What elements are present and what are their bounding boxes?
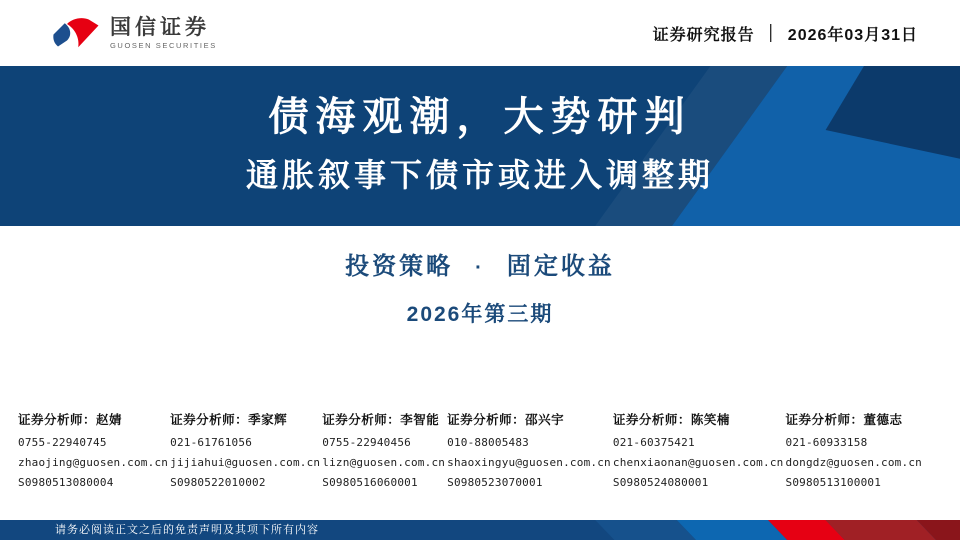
analyst-email: lizn@guosen.com.cn bbox=[322, 456, 446, 469]
category-label: 投资策略 bbox=[345, 253, 454, 280]
analyst-label: 证券分析师： bbox=[322, 413, 401, 427]
disclaimer-text: 请务必阅读正文之后的免责声明及其项下所有内容 bbox=[55, 524, 319, 536]
analyst-card bbox=[786, 410, 922, 496]
banner-band-decoration bbox=[0, 66, 960, 226]
analysts-section bbox=[18, 410, 922, 496]
analyst-email: jijiahui@guosen.com.cn bbox=[170, 456, 321, 469]
analyst-name: 陈笑楠 bbox=[690, 413, 730, 427]
analyst-name: 董德志 bbox=[863, 413, 903, 427]
analyst-name: 李智能 bbox=[400, 413, 440, 427]
header-separator: | bbox=[768, 22, 774, 43]
header-report-info bbox=[653, 22, 918, 45]
analyst-phone: 0755-22940745 bbox=[18, 436, 107, 449]
analyst-label: 证券分析师： bbox=[785, 413, 864, 427]
analyst-label: 证券分析师： bbox=[612, 413, 691, 427]
logo-text bbox=[110, 16, 217, 50]
analyst-name: 赵婧 bbox=[96, 413, 123, 427]
analyst-phone: 0755-22940456 bbox=[322, 436, 411, 449]
analyst-name-line bbox=[18, 410, 168, 428]
analyst-card bbox=[613, 410, 784, 496]
analyst-cert-number: S0980513080004 bbox=[18, 476, 114, 489]
logo-name-cn: 国信证券 bbox=[110, 15, 210, 39]
logo-name-en: GUOSEN SECURITIES bbox=[110, 41, 217, 51]
report-subtitle: 通胀叙事下债市或进入调整期 bbox=[245, 157, 714, 193]
analyst-email: chenxiaonan@guosen.com.cn bbox=[612, 456, 784, 469]
report-category-line bbox=[0, 246, 960, 281]
analyst-cert-number: S0980522010002 bbox=[170, 476, 266, 489]
analyst-name-line bbox=[322, 410, 445, 428]
analyst-card bbox=[322, 410, 445, 496]
analyst-email: dongdz@guosen.com.cn bbox=[785, 456, 922, 469]
analyst-name-line bbox=[613, 410, 784, 428]
category-dot: · bbox=[475, 257, 485, 279]
title-banner bbox=[0, 66, 960, 226]
analyst-name: 季家辉 bbox=[248, 413, 288, 427]
report-issue: 2026年第三期 bbox=[406, 303, 554, 326]
analyst-name-line bbox=[447, 410, 611, 428]
company-logo bbox=[52, 14, 217, 52]
analyst-cert-number: S0980524080001 bbox=[612, 476, 709, 489]
analyst-card bbox=[18, 410, 168, 496]
header bbox=[0, 0, 960, 66]
field-label: 固定收益 bbox=[506, 253, 615, 280]
analyst-email: shaoxingyu@guosen.com.cn bbox=[447, 456, 611, 469]
analyst-card bbox=[447, 410, 611, 496]
footer-bar bbox=[0, 520, 960, 540]
guosen-logo-icon bbox=[52, 14, 100, 52]
analyst-card bbox=[170, 410, 320, 496]
analyst-name: 邵兴宇 bbox=[525, 413, 565, 427]
report-date: 2026年03月31日 bbox=[787, 26, 918, 44]
analyst-cert-number: S0980523070001 bbox=[447, 476, 543, 489]
analyst-phone: 021-60933158 bbox=[785, 436, 868, 449]
analyst-cert-number: S0980516060001 bbox=[322, 476, 418, 489]
analyst-name-line bbox=[786, 410, 922, 428]
analyst-phone: 021-60375421 bbox=[612, 436, 695, 449]
analyst-label: 证券分析师： bbox=[447, 413, 526, 427]
analyst-phone: 010-88005483 bbox=[447, 436, 529, 449]
analyst-email: zhaojing@guosen.com.cn bbox=[18, 456, 169, 469]
analyst-name-line bbox=[170, 410, 320, 428]
report-title: 债海观潮，大势研判 bbox=[268, 95, 692, 139]
analyst-label: 证券分析师： bbox=[18, 413, 97, 427]
analyst-label: 证券分析师： bbox=[170, 413, 249, 427]
report-meta bbox=[0, 246, 960, 328]
analyst-cert-number: S0980513100001 bbox=[785, 476, 882, 489]
report-type-label: 证券研究报告 bbox=[652, 26, 755, 44]
analyst-phone: 021-61761056 bbox=[170, 436, 253, 449]
